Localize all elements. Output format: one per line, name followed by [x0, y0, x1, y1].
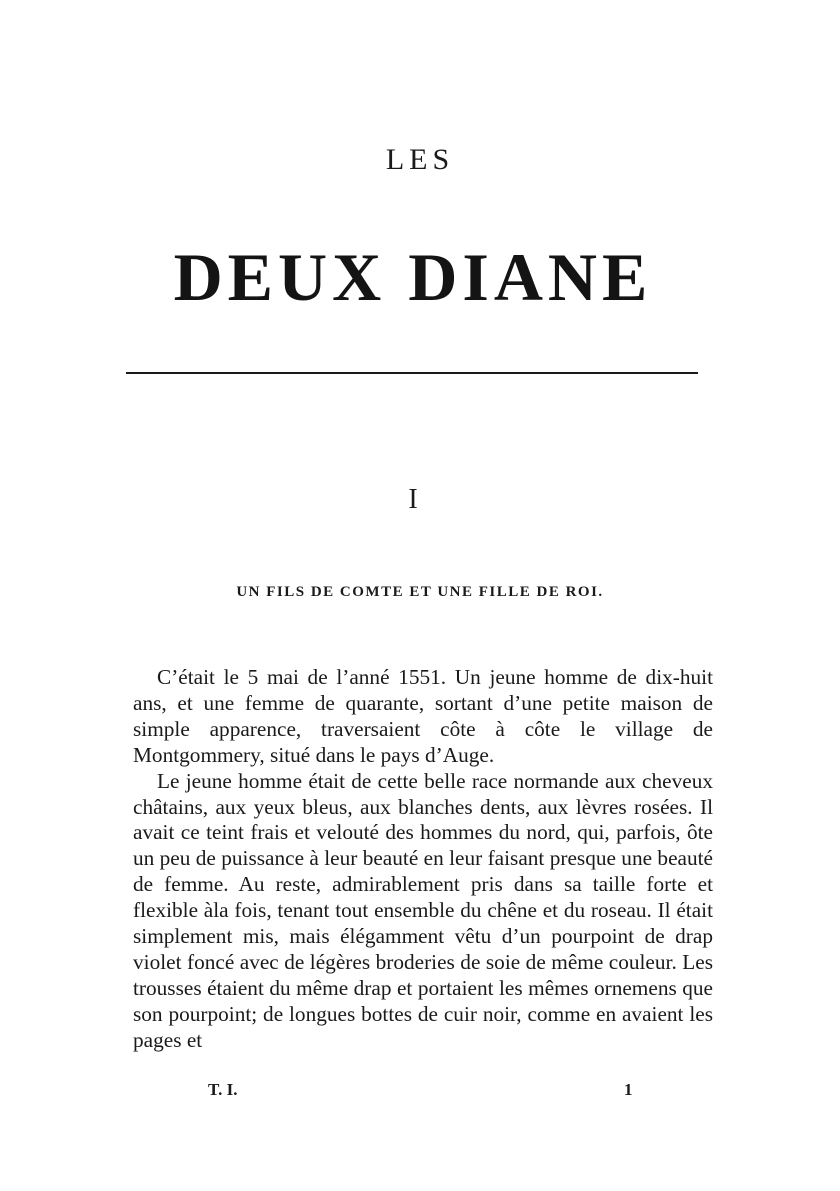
title-prefix: LES	[385, 143, 455, 176]
chapter-title: UN FILS DE COMTE ET UNE FILLE DE ROI.	[236, 584, 604, 600]
page-number: 1	[624, 1080, 633, 1099]
chapter-number: I	[408, 484, 418, 515]
title-rule	[126, 372, 698, 374]
paragraph: C’était le 5 mai de l’anné 1551. Un jeune homme de dix-huit ans, et une femme de quarante, sortant d’une petite maison de simple apparence, traversaient côte à côte le village de Montgommery, situé dans le pays d’Auge.	[133, 665, 713, 767]
book-title: DEUX DIANE	[173, 239, 653, 315]
signature-mark: T. I.	[208, 1080, 238, 1099]
paragraph: Le jeune homme était de cette belle race normande aux cheveux châtains, aux yeux bleus, aux blanches dents, aux lèvres rosées. Il avait ce teint frais et velouté des hommes du nord, qui, parfois, ôte un peu de puissance à leur beauté en leur faisant presque une beauté de femme. Au reste, admirablement pris dans sa taille forte et flexible àla fois, tenant tout ensemble du chêne et du roseau. Il était simplement mis, mais élégamment vêtu d’un pourpoint de drap violet foncé avec de légères broderies de soie de même couleur. Les trousses étaient du même drap et portaient les mêmes ornemens que son pourpoint; de longues bottes de cuir noir, comme en avaient les pages et	[133, 768, 713, 1052]
body-text	[133, 665, 713, 1054]
